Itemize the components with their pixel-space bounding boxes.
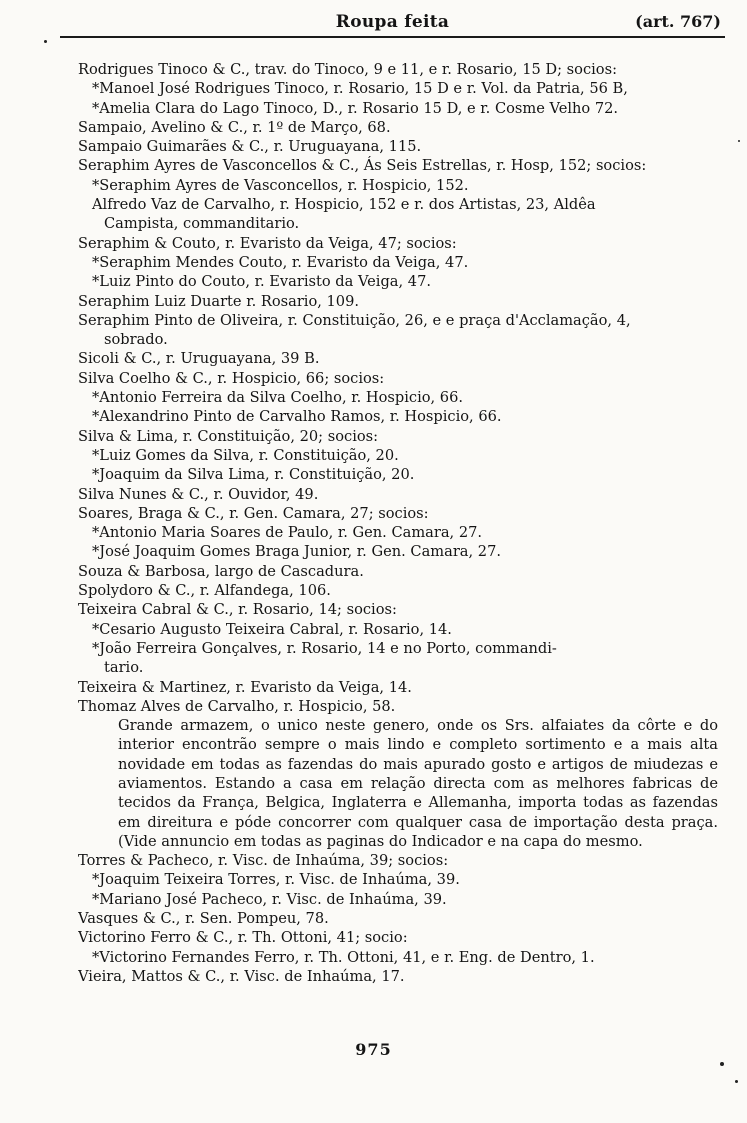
firm-entry: Vasques & C., r. Sen. Pompeu, 78. xyxy=(78,910,329,928)
partner-entry: *Cesario Augusto Teixeira Cabral, r. Rosario, 14. xyxy=(92,620,452,638)
header-article-number: (art. 767) xyxy=(635,12,721,31)
firm-entry: Sicoli & C., r. Uruguayana, 39 B. xyxy=(78,350,320,368)
partner-entry: *Antonio Maria Soares de Paulo, r. Gen. Camara, 27. xyxy=(92,524,483,542)
page-number: 975 xyxy=(355,1040,392,1059)
firm-entry: Sampaio Guimarães & C., r. Uruguayana, 115. xyxy=(78,138,422,156)
entry-continuation: sobrado. xyxy=(104,331,168,349)
partner-entry: *Joaquim Teixeira Torres, r. Visc. de Inhaúma, 39. xyxy=(92,871,460,889)
firm-entry: Silva & Lima, r. Constituição, 20; socios: xyxy=(78,427,379,445)
print-speck xyxy=(44,40,47,43)
firm-entry: Teixeira & Martinez, r. Evaristo da Veiga, 14. xyxy=(78,678,412,696)
firm-entry: Seraphim Luiz Duarte r. Rosario, 109. xyxy=(78,292,360,310)
entries-block xyxy=(78,60,718,716)
partner-entry: *Victorino Fernandes Ferro, r. Th. Ottoni, 41, e r. Eng. de Dentro, 1. xyxy=(92,948,595,966)
firm-entry: Sampaio, Avelino & C., r. 1º de Março, 68. xyxy=(78,118,391,136)
print-speck xyxy=(738,140,740,142)
partner-entry: *Seraphim Mendes Couto, r. Evaristo da Veiga, 47. xyxy=(92,253,469,271)
firm-entry: Victorino Ferro & C., r. Th. Ottoni, 41; socio: xyxy=(78,929,408,947)
entry-continuation: Campista, commanditario. xyxy=(104,215,300,233)
directory-listing xyxy=(78,60,718,986)
firm-entry: Souza & Barbosa, largo de Cascadura. xyxy=(78,562,364,580)
business-description: Grande armazem, o unico neste genero, onde os Srs. alfaiates da côrte e do interior encontrão sempre o mais lindo e completo sortimento e a mais alta novidade em todas as fazendas do mais apurado gosto e artigos de miudezas e aviamentos. Estando a casa em relação directa com as melhores fabricas de tecidos da França, Belgica, Inglaterra e Allemanha, importa todas as fazendas em direitura e póde concorrer com qualquer casa de importação desta praça. (Vide annuncio em todas as paginas do Indicador e na capa do mesmo. xyxy=(118,717,718,850)
firm-entry: Silva Nunes & C., r. Ouvidor, 49. xyxy=(78,485,319,503)
entries-block-continued xyxy=(78,851,718,986)
print-speck xyxy=(735,1080,738,1083)
partner-entry: *Luiz Gomes da Silva, r. Constituição, 20. xyxy=(92,446,399,464)
firm-entry: Teixeira Cabral & C., r. Rosario, 14; socios: xyxy=(78,601,397,619)
partner-entry: *João Ferreira Gonçalves, r. Rosario, 14 e no Porto, commandi- xyxy=(92,639,557,657)
firm-entry: Seraphim & Couto, r. Evaristo da Veiga, 47; socios: xyxy=(78,234,457,252)
firm-entry: Thomaz Alves de Carvalho, r. Hospicio, 58. xyxy=(78,697,396,715)
entry-continuation: tario. xyxy=(104,659,144,677)
partner-entry: Alfredo Vaz de Carvalho, r. Hospicio, 152 e r. dos Artistas, 23, Aldêa xyxy=(92,196,596,214)
firm-entry: Vieira, Mattos & C., r. Visc. de Inhaúma, 17. xyxy=(78,967,405,985)
header-title: Roupa feita xyxy=(335,12,450,32)
partner-entry: *Alexandrino Pinto de Carvalho Ramos, r. Hospicio, 66. xyxy=(92,408,502,426)
partner-entry: *Seraphim Ayres de Vasconcellos, r. Hospicio, 152. xyxy=(92,176,469,194)
partner-entry: *Joaquim da Silva Lima, r. Constituição, 20. xyxy=(92,466,415,484)
partner-entry: *Manoel José Rodrigues Tinoco, r. Rosario, 15 D e r. Vol. da Patria, 56 B, xyxy=(92,80,628,98)
firm-entry: Seraphim Ayres de Vasconcellos & C., Ás Seis Estrellas, r. Hosp, 152; socios: xyxy=(78,157,647,175)
firm-entry: Torres & Pacheco, r. Visc. de Inhaúma, 39; socios: xyxy=(78,852,449,870)
partner-entry: *Antonio Ferreira da Silva Coelho, r. Hospicio, 66. xyxy=(92,389,464,407)
firm-entry: Rodrigues Tinoco & C., trav. do Tinoco, 9 e 11, e r. Rosario, 15 D; socios: xyxy=(78,61,617,78)
print-speck xyxy=(720,1062,724,1066)
partner-entry: *Mariano José Pacheco, r. Visc. de Inhaúma, 39. xyxy=(92,890,447,908)
firm-entry: Spolydoro & C., r. Alfandega, 106. xyxy=(78,582,331,600)
firm-entry: Soares, Braga & C., r. Gen. Camara, 27; socios: xyxy=(78,504,429,522)
firm-entry: Silva Coelho & C., r. Hospicio, 66; socios: xyxy=(78,369,385,387)
firm-entry: Seraphim Pinto de Oliveira, r. Constituição, 26, e e praça d'Acclamação, 4, xyxy=(78,311,631,329)
running-header xyxy=(60,8,725,38)
partner-entry: *Amelia Clara do Lago Tinoco, D., r. Rosario 15 D, e r. Cosme Velho 72. xyxy=(92,99,619,117)
partner-entry: *José Joaquim Gomes Braga Junior, r. Gen. Camara, 27. xyxy=(92,543,501,561)
partner-entry: *Luiz Pinto do Couto, r. Evaristo da Veiga, 47. xyxy=(92,273,431,291)
